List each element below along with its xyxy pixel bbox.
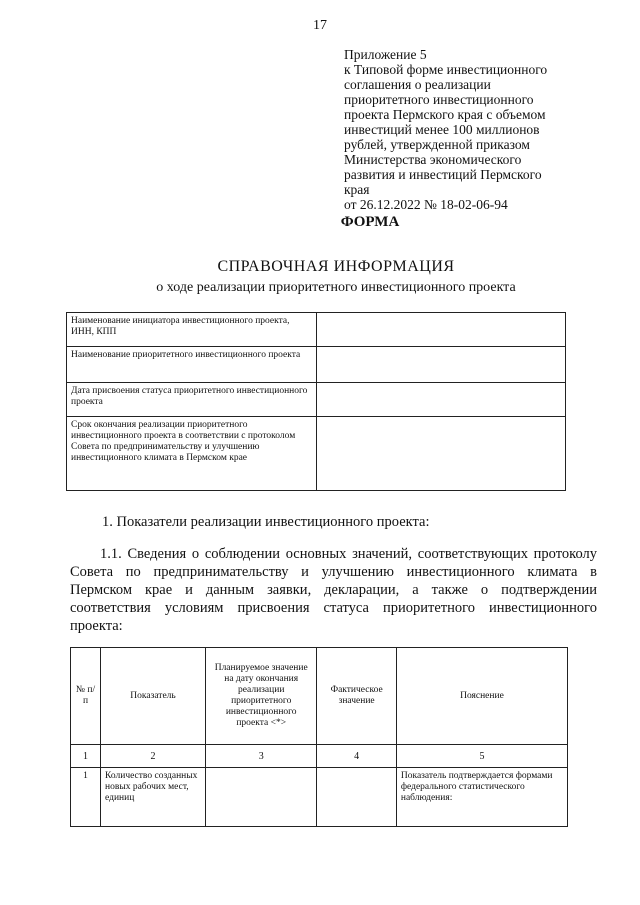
table-cell-label: Срок окончания реализации приоритетного инвестиционного проекта в соответствии с протоколом Совета по предпринимательству и улучшению инвестиционного климата в Пермском крае	[67, 417, 317, 491]
form-label: ФОРМА	[340, 214, 400, 230]
appendix-line: инвестиций менее 100 миллионов	[344, 122, 540, 137]
table-cell-value[interactable]	[317, 313, 566, 347]
table-cell-label: Дата присвоения статуса приоритетного инвестиционного проекта	[67, 383, 317, 417]
column-header: Показатель	[101, 648, 206, 745]
column-number: 4	[317, 745, 396, 768]
appendix-line: края	[344, 182, 370, 197]
appendix-line: от 26.12.2022 № 18-02-06-94	[344, 197, 508, 212]
indicators-table	[70, 647, 568, 827]
table-cell: 1	[71, 768, 101, 827]
table-cell[interactable]	[317, 768, 396, 827]
column-number: 3	[206, 745, 317, 768]
appendix-line: проекта Пермского края с объемом	[344, 107, 546, 122]
table-row	[71, 768, 568, 827]
project-info-table	[66, 312, 566, 491]
appendix-line: рублей, утвержденной приказом	[344, 137, 530, 152]
table-cell-value[interactable]	[317, 383, 566, 417]
table-cell[interactable]	[206, 768, 317, 827]
section-paragraph: 1.1. Сведения о соблюдении основных значений, соответствующих протоколу Совета по предпринимательству и улучшению инвестиционного климата в Пермском крае и данным заявки, декларации, а также о подтверждении соответствия условиям присвоения статуса приоритетного инвестиционного проекта:	[70, 546, 597, 634]
table-cell: Показатель подтверждается формами федерального статистического наблюдения:	[396, 768, 567, 827]
table-cell-label: Наименование приоритетного инвестиционного проекта	[67, 347, 317, 383]
appendix-line: Министерства экономического	[344, 152, 522, 167]
document-subtitle: о ходе реализации приоритетного инвестиционного проекта	[156, 280, 516, 295]
appendix-line: Приложение 5	[344, 47, 427, 62]
appendix-line: соглашения о реализации	[344, 77, 491, 92]
column-number: 1	[71, 745, 101, 768]
column-number: 2	[101, 745, 206, 768]
appendix-line: развития и инвестиций Пермского	[344, 167, 542, 182]
column-number-row	[71, 745, 568, 768]
appendix-header	[344, 47, 604, 212]
column-header: Фактическое значение	[317, 648, 396, 745]
column-header: № п/п	[71, 648, 101, 745]
column-number: 5	[396, 745, 567, 768]
page-number: 17	[313, 18, 327, 33]
table-cell-label: Наименование инициатора инвестиционного проекта, ИНН, КПП	[67, 313, 317, 347]
appendix-line: к Типовой форме инвестиционного	[344, 62, 548, 77]
column-header: Планируемое значение на дату окончания реализации приоритетного инвестиционного проекта <*>	[206, 648, 317, 745]
table-row	[67, 347, 566, 383]
table-cell-value[interactable]	[317, 417, 566, 491]
document-title: СПРАВОЧНАЯ ИНФОРМАЦИЯ	[217, 258, 455, 275]
table-cell: Количество созданных новых рабочих мест, единиц	[101, 768, 206, 827]
column-header: Пояснение	[396, 648, 567, 745]
table-header-row	[71, 648, 568, 745]
table-row	[67, 313, 566, 347]
table-cell-value[interactable]	[317, 347, 566, 383]
table-row	[67, 417, 566, 491]
table-row	[67, 383, 566, 417]
appendix-line: приоритетного инвестиционного	[344, 92, 534, 107]
section-heading: 1. Показатели реализации инвестиционного проекта:	[102, 514, 430, 530]
